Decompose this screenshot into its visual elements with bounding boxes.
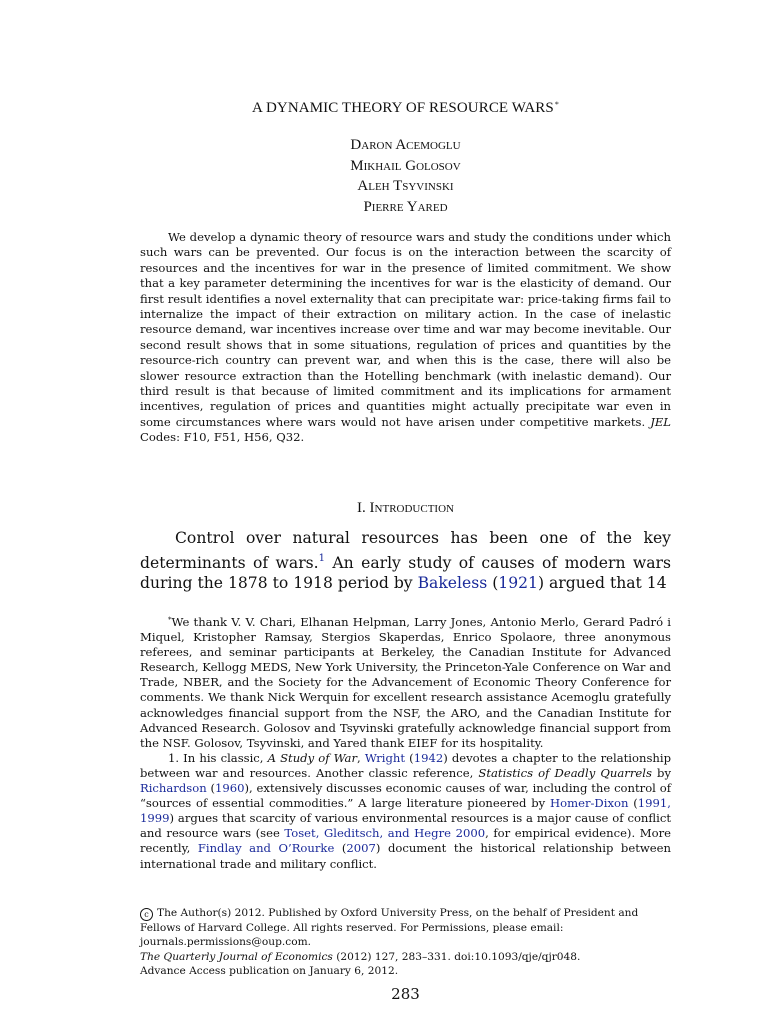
body-span: An early study of causes of modern wars during the 1878 to 1918 period by xyxy=(140,553,671,592)
footnote-1 xyxy=(140,751,671,872)
author-list xyxy=(140,135,671,217)
fn-span: ( xyxy=(405,750,414,765)
section-heading xyxy=(140,500,671,517)
citation-year-link-homer-dixon[interactable]: 1991, 1999 xyxy=(140,796,671,826)
copyright-notice xyxy=(140,906,671,979)
journal-citation: (2012) 127, 283–331. doi:10.1093/qje/qjr048. xyxy=(332,950,581,963)
book-title: A Study of War xyxy=(267,750,358,765)
fn-span: ) argues that scarcity of various environmental resources is a major cause of conflict and resource wars (see xyxy=(140,811,671,841)
copyright-text: The Author(s) 2012. Published by Oxford University Press, on the behalf of President and Fellows of Harvard College. All rights reserved. For Permissions, please email: journals.permissions@oup.com. xyxy=(140,907,639,949)
jel-codes: Codes: F10, F51, H56, Q32. xyxy=(140,430,305,445)
body-span: Control over natural resources has been one of the key determinants of wars. xyxy=(140,529,671,572)
citation-year-link-findlay[interactable]: 2007 xyxy=(346,841,376,856)
copyright-icon: c xyxy=(140,908,153,921)
paper-page xyxy=(140,0,671,1024)
fn-span: by xyxy=(651,765,671,780)
title-text: A DYNAMIC THEORY OF RESOURCE WARS xyxy=(252,100,554,116)
author-name: Daron Acemoglu xyxy=(350,137,461,153)
abstract xyxy=(140,230,671,446)
author-name: Mikhail Golosov xyxy=(350,157,461,174)
section-title: Introduction xyxy=(369,500,454,516)
body-span: ) argued that 14 xyxy=(537,574,667,592)
fn-span: ), extensively discusses economic causes of war, including the control of “sources of essential commodities.” A large literature pioneered by xyxy=(140,781,671,811)
title-footnote-marker[interactable]: * xyxy=(554,100,559,109)
citation-link-richardson[interactable]: Richardson xyxy=(140,781,207,796)
citation-link-findlay[interactable]: Findlay and O’Rourke xyxy=(197,841,335,856)
acknowledgement-footnote xyxy=(140,613,671,751)
footnote-number: 1. xyxy=(168,750,180,765)
advance-access-note: Advance Access publication on January 6, 2012. xyxy=(140,965,399,978)
footnotes xyxy=(140,613,671,872)
fn-span: ) devotes a chapter to the relationship between war and resources. Another classic reference, xyxy=(140,750,671,780)
citation-link-wright[interactable]: Wright xyxy=(364,750,406,765)
footnote-text: We thank V. V. Chari, Elhanan Helpman, Larry Jones, Antonio Merlo, Gerard Padró i Miquel, Kristopher Ramsay, Stergios Skaperdas, Enrico Spolaore, three anonymous referees, and seminar participants at Berkeley, the Canadian Institute for Advanced Research, Kellogg MEDS, New York University, the Princeton-Yale Conference on War and Trade, NBER, and the Society for the Advancement of Economic Theory Conference for comments. We thank Nick Werquin for excellent research assistance Acemoglu gratefully acknowledges financial support from the NSF, the ARO, and the Canadian Institute for Advanced Research. Golosov and Tsyvinski gratefully acknowledge financial support from the NSF. Golosov, Tsyvinski, and Yared thank EIEF for its hospitality. xyxy=(140,615,671,750)
body-span: ( xyxy=(487,574,499,592)
fn-span: ( xyxy=(334,841,347,856)
author-name: Pierre Yared xyxy=(363,198,448,215)
fn-span: ( xyxy=(206,781,216,796)
paper-title xyxy=(140,100,671,117)
footnote-ref-1[interactable]: 1 xyxy=(318,552,325,564)
fn-span: ( xyxy=(628,796,638,811)
book-title: Statistics of Deadly Quarrels xyxy=(478,765,652,780)
citation-year-link-bakeless[interactable]: 1921 xyxy=(498,574,538,592)
fn-span: In his classic, xyxy=(179,750,268,765)
citation-link-toset[interactable]: Toset, Gleditsch, and Hegre 2000 xyxy=(284,826,486,841)
section-number: I. xyxy=(357,500,366,516)
citation-year-link-richardson[interactable]: 1960 xyxy=(215,781,245,796)
citation-year-link-wright[interactable]: 1942 xyxy=(413,750,444,765)
journal-name: The Quarterly Journal of Economics xyxy=(140,950,333,963)
fn-span: , xyxy=(357,750,365,765)
citation-link-bakeless[interactable]: Bakeless xyxy=(417,574,488,592)
page-number: 283 xyxy=(391,985,420,1003)
body-text xyxy=(140,528,671,594)
citation-link-homer-dixon[interactable]: Homer-Dixon xyxy=(550,796,629,811)
jel-label: JEL xyxy=(650,414,671,429)
fn-span: ) document the historical relationship between international trade and military conflict. xyxy=(140,841,671,871)
abstract-text: We develop a dynamic theory of resource wars and study the conditions under which such wars can be prevented. Our focus is on the interaction between the scarcity of resources and the incentives for war in the presence of limited commitment. We show that a key parameter determining the incentives for war is the elasticity of demand. Our first result identifies a novel externality that can precipitate war: price-taking firms fail to internalize the impact of their extraction on military action. In the case of inelastic resource demand, war incentives increase over time and war may become inevitable. Our second result shows that in some situations, regulation of prices and quantities by the resource-rich country can prevent war, and when this is the case, there will also be slower resource extraction than the Hotelling benchmark (with inelastic demand). Our third result is that because of limited commitment and its implications for armament incentives, regulation of prices and quantities might actually precipitate war even in some circumstances where wars would not have arisen under competitive markets. xyxy=(140,230,671,429)
fn-span: , for empirical evidence). More recently, xyxy=(140,826,671,856)
footnote-marker: * xyxy=(168,616,172,624)
author-name: Aleh Tsyvinski xyxy=(357,178,454,194)
